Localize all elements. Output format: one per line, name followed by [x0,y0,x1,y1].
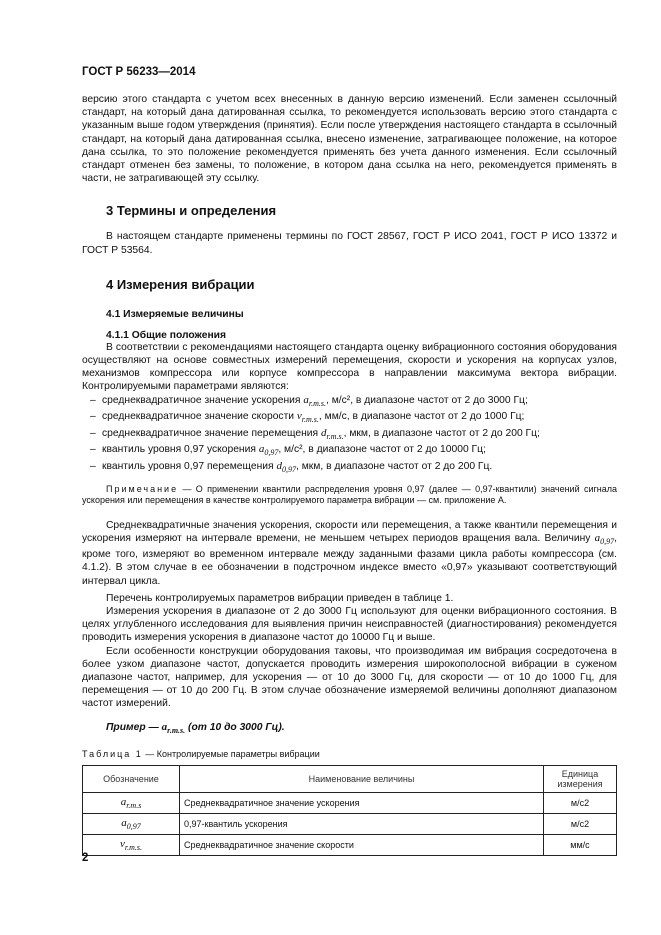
note [82,484,617,507]
list-item: – среднеквадратичное значение скорости $v_{r.m.s.}$, мм/с, в диапазоне частот от 2 до 1000 Гц; [82,410,617,427]
paragraph-1: В соответствии с рекомендациями настоящего стандарта оценку вибрационного состояния оборудования осуществляют на основе совместных измерений перемещения, скорости и ускорения на корпусах узлов, механизмов компрессора или корпусе компрессора в направлении максимума вектора вибрации. Контролируемыми параметрами являются: [82,341,617,393]
note-label: Примечание [106,483,179,494]
column-header: Наименование величины [180,765,544,792]
table-row [83,814,617,835]
page-content [82,93,617,856]
unit-cell: м/с2 [544,814,617,835]
list-item: – квантиль уровня 0,97 перемещения $d_{0,97}$, мкм, в диапазоне частот от 2 до 200 Гц. [82,460,617,477]
example-line: Пример — $a_{r.m.s.}$ (от 10 до 3000 Гц). [106,720,285,735]
unit-cell: мм/с [544,835,617,856]
parameter-list [82,394,617,477]
section-3-text: В настоящем стандарте применены термины по ГОСТ 28567, ГОСТ Р ИСО 2041, ГОСТ Р ИСО 13372 и ГОСТ Р 53564. [82,231,617,256]
table-header-row [83,765,617,792]
document-header: ГОСТ Р 56233—2014 [82,66,196,78]
name-cell: 0,97-квантиль ускорения [180,814,544,835]
table-row [83,792,617,813]
note-text: — О применении квантили распределения уровня 0,97 (далее — 0,97-квантили) значений сигнала ускорения или перемещения в качестве контролируемого параметра вибрации — см. приложение А. [82,483,617,506]
column-header: Обозначение [83,765,180,792]
subsection-4-1-title: 4.1 Измеряемые величины [106,308,244,320]
paragraph-3: Перечень контролируемых параметров вибрации приведен в таблице 1. [106,592,454,604]
unit-cell: м/с2 [544,792,617,813]
table-row [83,835,617,856]
section-3-title: 3 Термины и определения [106,203,277,219]
name-cell: Среднеквадратичное значение скорости [180,835,544,856]
symbol-cell: $a_{0,97}$ [121,817,141,832]
subsection-4-1-1-title: 4.1.1 Общие положения [106,329,226,341]
table-caption: Таблица 1 — Контролируемые параметры вибрации [82,748,320,759]
paragraph-5: Если особенности конструкции оборудования таковы, что производимая им вибрация сосредоточена в более узком диапазоне частот, допускается проводить измерения широкополосной вибрации в суженом диапазоне частот, например, для ускорения — от 10 до 3000 Гц, для скорости — от 10 до 1000 Гц, для перемещения — от 10 до 200 Гц. В этом случае обозначение измеряемой величины дополняют диапазоном частот измерений. [82,645,617,710]
parameters-table [82,765,617,857]
list-item: – среднеквадратичное значение ускорения $a_{r.m.s.}$, м/с², в диапазоне частот от 2 до 3000 Гц; [82,394,617,411]
symbol-cell: $v_{r.m.s.}$ [119,838,142,853]
column-header: Единица измерения [544,765,617,792]
paragraph-2: Среднеквадратичные значения ускорения, скорости или перемещения, а также квантили перемещения и ускорения измеряют на интервале времени, не меньшем четырех периодов вращения вала. Величину $a_{0,97}$, кроме того, измеряют во временном интервале между заданными фазами цикла работы компрессора (см. 4.1.2). В этом случае в ее обозначении в подстрочном индексе вместо «0,97» указывают соответствующий интервал цикла. [82,519,618,587]
page-number: 2 [82,852,89,864]
intro-paragraph: версию этого стандарта с учетом всех внесенных в данную версию изменений. Если заменен ссылочный стандарт, на который дана датированная ссылка, то рекомендуется использовать версию этого стандарта с указанным выше годом утверждения (принятия). Если после утверждения настоящего стандарта в ссылочный стандарт, на который дана датированная ссылка, внесено изменение, затрагивающее положение, на которое дана ссылка, то это положение рекомендуется применять без учета данного изменения. Если ссылочный стандарт отменен без замены, то положение, в котором дана ссылка на него, рекомендуется применять в части, не затрагивающей эту ссылку. [82,94,617,185]
symbol-cell: $a_{r.m.s}$ [120,795,142,811]
section-4-title: 4 Измерения вибрации [106,276,255,292]
name-cell: Среднеквадратичное значение ускорения [180,792,544,813]
list-item: – квантиль уровня 0,97 ускорения $a_{0,97}$, м/с², в диапазоне частот от 2 до 10000 Гц; [82,443,617,460]
list-item: – среднеквадратичное значение перемещения $d_{r.m.s.}$, мкм, в диапазоне частот от 2 до 200 Гц; [82,427,617,444]
paragraph-4: Измерения ускорения в диапазоне от 2 до 3000 Гц используют для оценки вибрационного состояния. В целях углубленного исследования для выявления причин неисправностей (диагностирования) рекомендуется проводить измерения ускорения в диапазоне частот до 10000 Гц и выше. [82,606,617,644]
